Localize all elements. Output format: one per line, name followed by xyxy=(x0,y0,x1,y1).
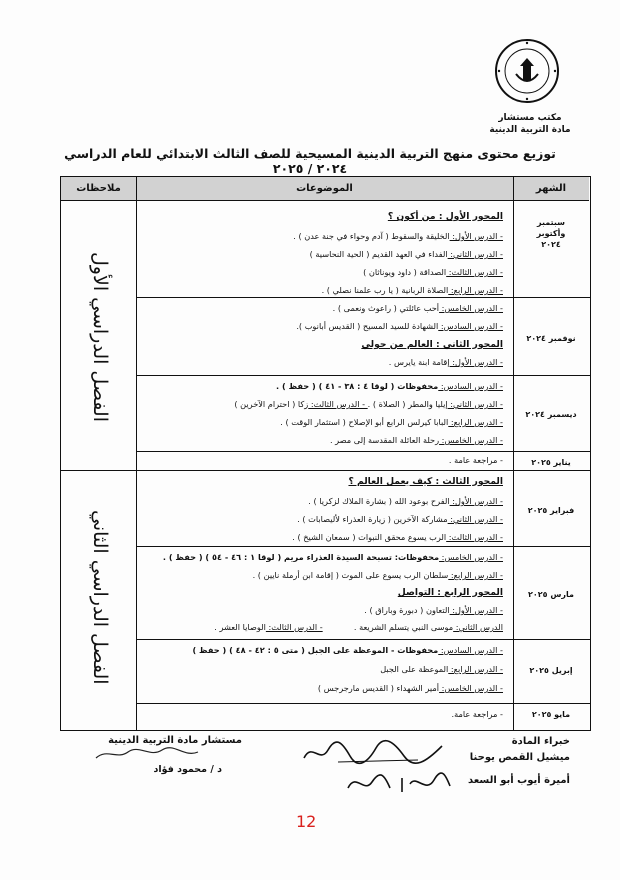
lesson-line: - الدرس الثاني: الفداء في العهد القديم ( الحية النحاسية ) xyxy=(309,249,503,259)
advisor-signature-mark xyxy=(92,744,202,764)
advisor-title: مستشار مادة التربية الدينية xyxy=(108,735,242,746)
lesson-line: الدرس الثاني: موسى النبي يتسلم الشريعة . - الدرس الثالث: الوصايا العشر . xyxy=(214,622,503,632)
lesson-line: - الدرس الخامس: أحب عائلتي ( راعوث ونعمى ) . xyxy=(332,303,503,313)
lesson-line: - الدرس الثالث: الرب يسوع محقق النبوات ( سمعان الشيخ ) . xyxy=(292,532,503,542)
cell-nov xyxy=(139,297,509,375)
month-apr: إبريل ٢٠٢٥ xyxy=(529,666,573,675)
month-feb: فبراير ٢٠٢٥ xyxy=(527,506,575,515)
expert-name-1: ميشيل القمص يوحنا xyxy=(469,752,570,763)
axis-heading: المحور الثالث : كيف يعمل العالم ؟ xyxy=(348,476,503,487)
advisor-name: د / محمود فؤاد xyxy=(153,764,222,775)
header-month: الشهر xyxy=(513,177,589,201)
month-dec: ديسمبر ٢٠٢٤ xyxy=(525,410,577,419)
expert-name-2: أميرة أيوب أبو السعد xyxy=(467,775,570,786)
lesson-line: - الدرس الثاني: إيليا والمطر ( الصلاة ) . - الدرس الثالث: زكا ( احترام الآخرين ) xyxy=(234,399,503,409)
lesson-line: - الدرس الأول: الفرح بوعود الله ( بشارة الملاك لزكريا ) . xyxy=(308,496,503,506)
axis-heading: المحور الأول : من أكون ؟ xyxy=(387,211,503,222)
cell-mar xyxy=(139,546,509,639)
cell-sep-oct xyxy=(139,201,509,297)
column-divider xyxy=(513,177,514,730)
lesson-line: - الدرس الخامس: أمير الشهداء ( القديس مارجرجس ) xyxy=(317,683,503,693)
header-topics: الموضوعات xyxy=(136,177,513,201)
office-line-1: مكتب مستشار xyxy=(498,113,562,123)
axis-heading: المحور الثاني : العالم من حولي xyxy=(361,339,503,350)
lesson-line: - الدرس الخامس: رحلة العائلة المقدسة إلى مصر . xyxy=(329,435,503,445)
ministry-seal-logo xyxy=(494,38,560,104)
lesson-line: - الدرس السادس: محفوظات ( لوقا ٤ : ٣٨ - ٤١ ) ( حفظ ) . xyxy=(276,381,503,391)
lesson-line: - الدرس الثالث: الصداقة ( داود ويوناثان ) xyxy=(363,267,503,277)
cell-apr xyxy=(139,639,509,703)
cell-jan xyxy=(139,451,509,470)
lesson-line: - الدرس الخامس: محفوظات: تسبحة السيدة العذراء مريم ( لوقا ١ : ٤٦ - ٥٤ ) ( حفظ ) . xyxy=(162,552,503,562)
lesson-line: - الدرس الثاني: مشاركة الآخرين ( زيارة العذراء لأليصابات ) . xyxy=(297,514,503,524)
curriculum-table xyxy=(60,176,591,731)
cell-dec xyxy=(139,375,509,451)
term-first-label: الفصل الدراسي الأول xyxy=(89,252,111,422)
lesson-line: - الدرس الرابع: البابا كيرلس الرابع أبو الإصلاح ( استثمار الوقت ) . xyxy=(280,417,503,427)
month-sep-oct: سبتمبر وأكتوبر ٢٠٢٤ xyxy=(536,218,566,249)
document-title: توزيع محتوى منهج التربية الدينية المسيحية للصف الثالث الابتدائي للعام الدراسي ٢٠٢٤ / ٢٠٢٥ xyxy=(64,146,556,176)
lesson-line: - الدرس الرابع: سلطان الرب يسوع على الموت ( إقامة ابن أرملة نايين ) . xyxy=(252,570,503,580)
review-line: - مراجعة عامة . xyxy=(448,455,503,465)
term-second-label: الفصل الدراسي الثاني xyxy=(89,509,111,685)
month-may: مايو ٢٠٢٥ xyxy=(531,710,571,719)
axis-heading: المحور الرابع : التواصل xyxy=(397,587,503,598)
column-divider xyxy=(136,177,137,730)
page-number: 12 xyxy=(296,812,317,831)
office-heading xyxy=(470,112,590,136)
lesson-line: - الدرس الرابع: الموعظة على الجبل xyxy=(380,664,503,674)
signature-expert-1 xyxy=(298,738,448,768)
month-mar: مارس ٢٠٢٥ xyxy=(528,590,574,599)
month-nov: نوفمبر ٢٠٢٤ xyxy=(526,334,576,343)
lesson-line: - الدرس السادس: محفوظات - الموعظة على الجبل ( متى ٥ : ٤٢ - ٤٨ ) ( حفظ ) xyxy=(192,645,503,655)
lesson-line: - الدرس الأول: التعاون ( دبورة وباراق ) . xyxy=(364,605,503,615)
cell-feb xyxy=(139,470,509,546)
lesson-line: - الدرس الرابع: الصلاة الربانية ( يا رب علمنا نصلي ) . xyxy=(321,285,503,295)
lesson-line: - الدرس الأول: إقامة ابنة يايرس . xyxy=(388,357,503,367)
lesson-line: - الدرس السادس: الشهادة للسيد المسيح ( القديس أبانوب ). xyxy=(296,321,503,331)
lesson-line: - الدرس الأول: الخليقة والسقوط ( آدم وحواء في جنة عدن ) . xyxy=(293,231,503,241)
review-line: - مراجعة عامة. xyxy=(451,709,503,719)
office-line-2: مادة التربية الدينية xyxy=(489,125,571,135)
experts-title: خبراء المادة xyxy=(511,736,570,747)
month-jan: يناير ٢٠٢٥ xyxy=(531,458,571,467)
cell-may xyxy=(139,703,509,729)
header-notes: ملاحظات xyxy=(61,177,136,201)
signature-expert-2 xyxy=(344,770,454,798)
